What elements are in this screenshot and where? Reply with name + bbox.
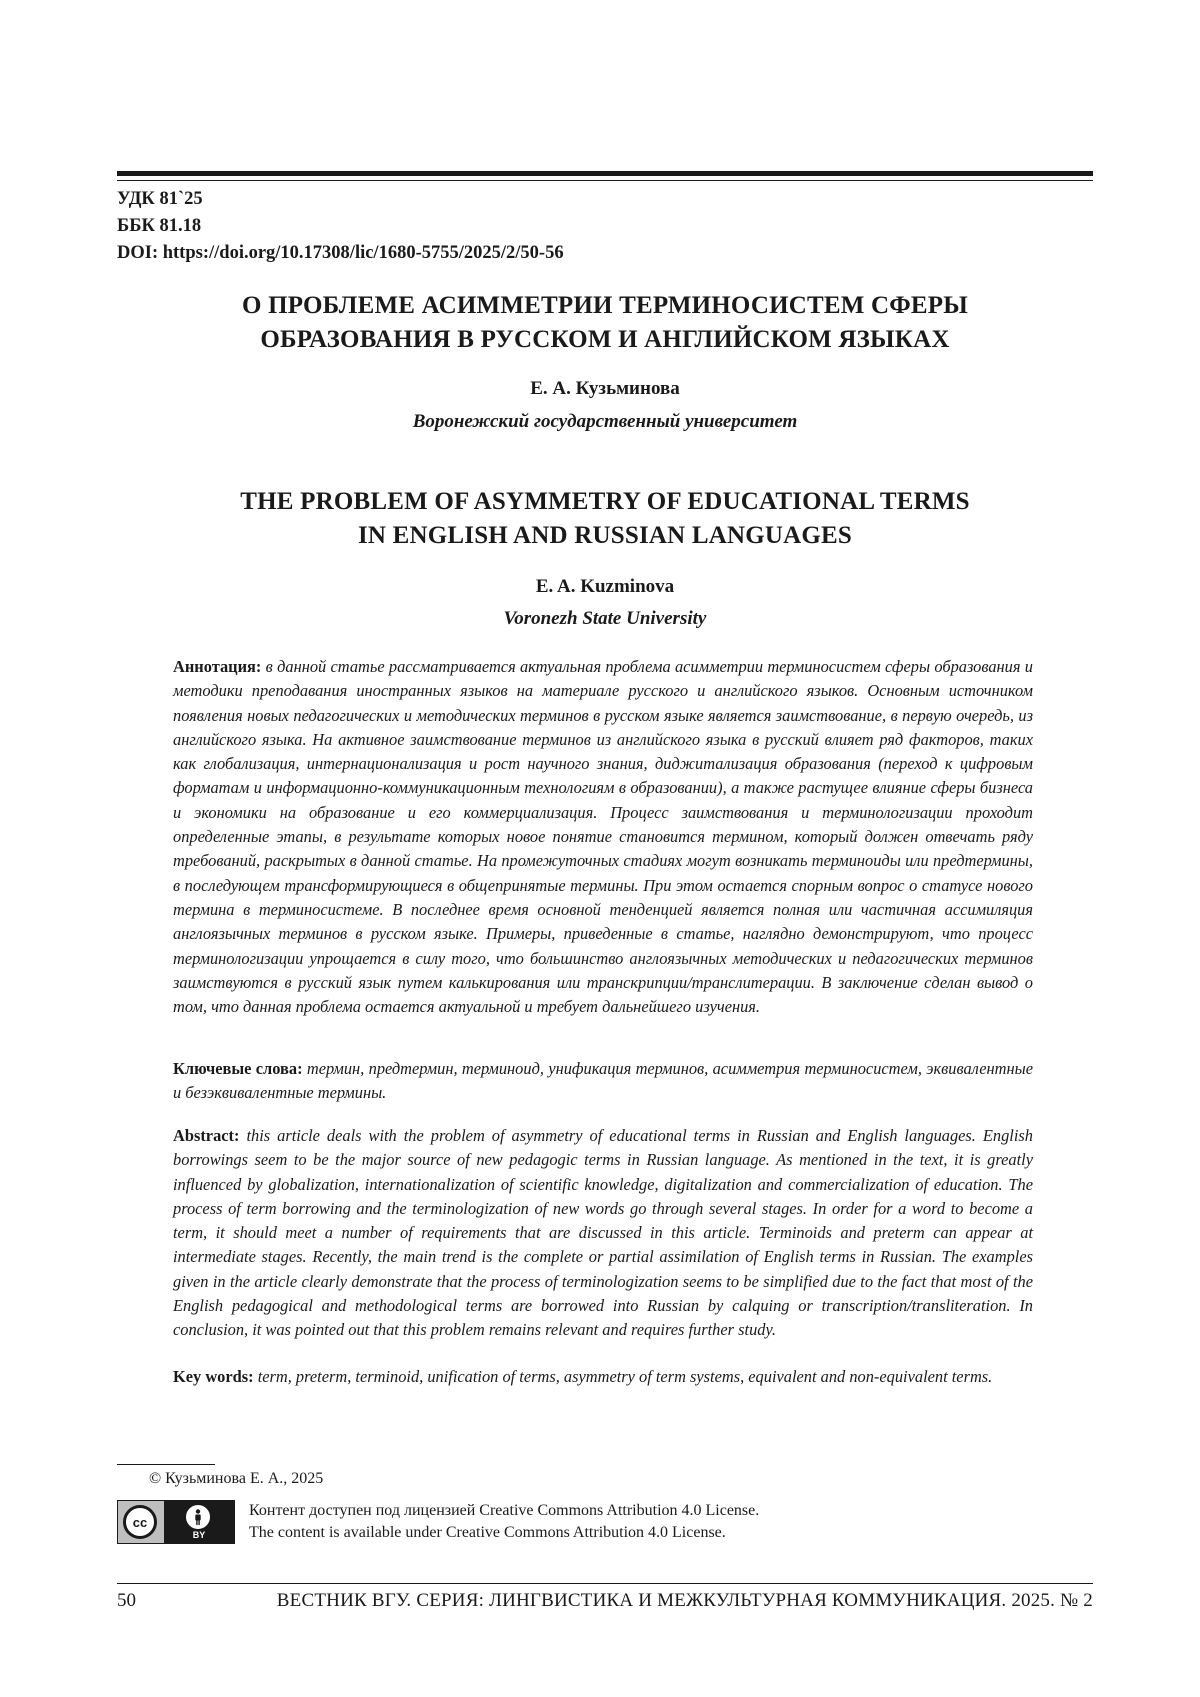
attribution-person-icon [185, 1504, 211, 1530]
affiliation-english: Voronezh State University [503, 608, 707, 629]
abstract-russian-text: в данной статье рассматривается актуальная проблема асимметрии терминосистем сферы образования и методики преподавания иностранных языков на материале русского и английского языков. Основным источником появления новых педагогических и методических терминов в русском языке является заимствование, в первую очередь, из английского языка. На активное заимствование терминов из английского языка в русский влияет ряд факторов, таких как глобализация, интернационализация и рост научного знания, диджитализация образования (переход к цифровым форматам и информационно-коммуникационным технологиям в образовании), а также растущее влияние сферы бизнеса и экономики на образование и его коммерциализация. Процесс заимствования и терминологизации проходит определенные этапы, в результате которых новое понятие становится термином, который должен отвечать ряду требований, раскрытых в данной статье. На промежуточных стадиях могут возникать терминоиды или предтермины, в последующем трансформирующиеся в общепринятые термины. При этом остается спорным вопрос о статусе нового термина в терминосистеме. В последнее время основной тенденцией является полная или частичная ассимиляция англоязычных терминов в русском языке. Примеры, приведенные в статье, наглядно демонстрируют, что процесс терминологизации упрощается в силу того, что большинство англоязычных методических и педагогических терминов заимствуются в русский язык путем калькирования или транскрипции/транслитерации. В заключение сделан вывод о том, что данная проблема остается актуальной и требует дальнейшего изучения. [173, 657, 1033, 1017]
abstract-english-text: this article deals with the problem of asymmetry of educational terms in Russian and English languages. English borrowings seem to be the major source of new pedagogic terms in Russian language. As mentioned in the text, it is greatly influenced by globalization, internationalization of scientific knowledge, digitalization and commercialization of education. The process of term borrowing and the terminologization of new words go through several stages. In order for a word to become a term, it should meet a number of requirements that are discussed in this article. Terminoids and preterm can appear at intermediate stages. Recently, the main trend is the complete or partial assimilation of English terms in Russian. The examples given in the article clearly demonstrate that the process of terminologization seems to be simplified due to the fact that most of the English pedagogical and methodological terms are borrowed into Russian by calquing or transcription/transliteration. In conclusion, it was pointed out that this problem remains relevant and requires further study. [173, 1126, 1033, 1340]
title-english-line-2: IN ENGLISH AND RUSSIAN LANGUAGES [357, 522, 852, 549]
page-number: 50 [117, 1590, 136, 1611]
license-text [249, 1500, 759, 1544]
abstract-english [173, 1124, 1033, 1343]
title-russian [117, 289, 1093, 357]
abstract-english-label: Abstract: [173, 1126, 240, 1145]
title-russian-line-1: О ПРОБЛЕМЕ АСИММЕТРИИ ТЕРМИНОСИСТЕМ СФЕРЫ [241, 292, 969, 319]
license-text-english: The content is available under Creative Commons Attribution 4.0 License. [249, 1524, 726, 1541]
abstract-russian-label: Аннотация: [173, 657, 262, 676]
header-rule-thick [117, 171, 1093, 176]
doi-link[interactable]: DOI: https://doi.org/10.17308/lic/1680-5755/2025/2/50-56 [117, 243, 564, 263]
cc-by-section [164, 1501, 234, 1543]
title-english [117, 485, 1093, 553]
journal-name: ВЕСТНИК ВГУ. СЕРИЯ: ЛИНГВИСТИКА И МЕЖКУЛЬТУРНАЯ КОММУНИКАЦИЯ. 2025. № 2 [276, 1590, 1093, 1611]
footnote-rule [117, 1464, 215, 1465]
cc-icon [122, 1504, 158, 1540]
keywords-english [173, 1365, 1033, 1389]
svg-text:cc: cc [132, 1515, 148, 1530]
abstract-russian [173, 655, 1033, 1019]
keywords-english-label: Key words: [173, 1367, 254, 1386]
keywords-russian [173, 1057, 1033, 1106]
keywords-english-text: term, preterm, terminoid, unification of terms, asymmetry of term systems, equivalent and non-equivalent terms. [257, 1367, 993, 1386]
license-text-russian: Контент доступен под лицензией Creative Commons Attribution 4.0 License. [249, 1502, 760, 1519]
cc-by-label: BY [192, 1530, 206, 1540]
title-russian-line-2: ОБРАЗОВАНИЯ В РУССКОМ И АНГЛИЙСКОМ ЯЗЫКАХ [260, 326, 950, 353]
cc-by-license-badge[interactable] [117, 1500, 235, 1544]
author-english: E. A. Kuzminova [535, 576, 675, 597]
affiliation-russian: Воронежский государственный университет [412, 411, 798, 432]
keywords-russian-label: Ключевые слова: [173, 1059, 303, 1078]
footer-rule [117, 1583, 1093, 1584]
title-english-line-1: THE PROBLEM OF ASYMMETRY OF EDUCATIONAL TERMS [240, 488, 970, 515]
author-russian: Е. А. Кузьминова [530, 378, 680, 399]
keywords-russian-text: термин, предтермин, терминоид, унификация терминов, асимметрия терминосистем, эквивалентные и безэквивалентные термины. [173, 1059, 1033, 1103]
header-rule-thin [117, 180, 1093, 181]
bbk-code: ББК 81.18 [117, 216, 202, 236]
classification-codes [117, 186, 564, 267]
udk-code: УДК 81`25 [117, 189, 203, 209]
copyright-notice: © Кузьминова Е. А., 2025 [149, 1470, 324, 1487]
